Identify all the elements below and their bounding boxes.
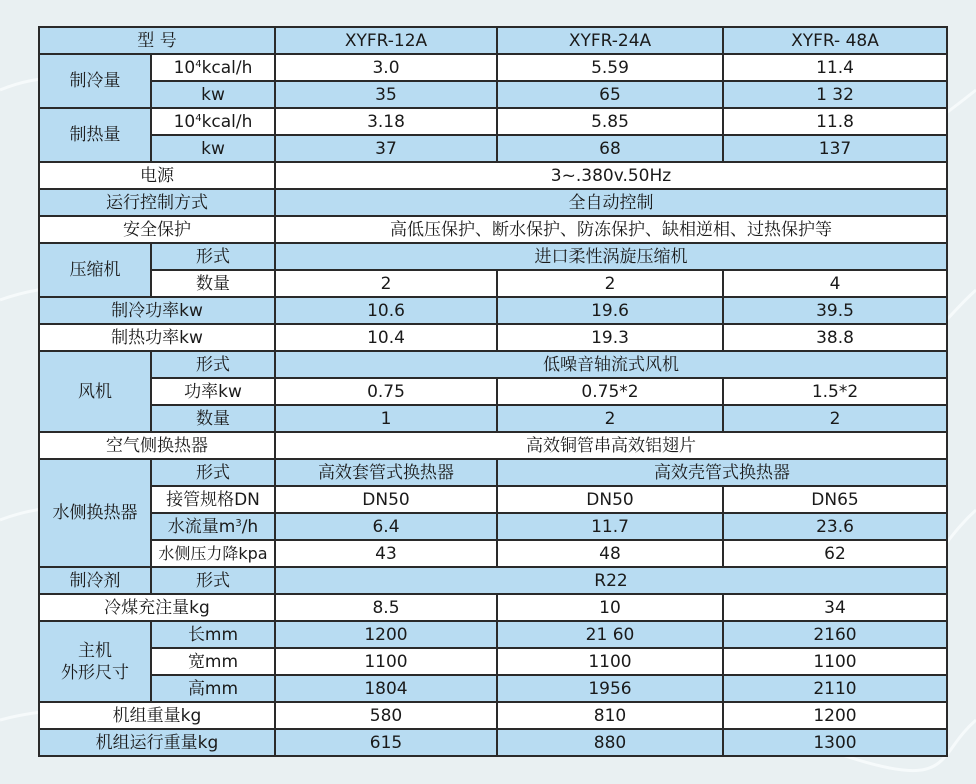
table-cell: 5.59 xyxy=(497,54,723,81)
heating-unit-kw: kw xyxy=(151,135,275,162)
refrigerant-value: R22 xyxy=(275,567,947,594)
table-cell: 6.4 xyxy=(275,513,497,540)
model-48a-header: XYFR- 48A xyxy=(723,27,947,54)
table-cell: 3.0 xyxy=(275,54,497,81)
table-cell: 4 xyxy=(723,270,947,297)
cooling-unit-kw: kw xyxy=(151,81,275,108)
heating-capacity-label: 制热量 xyxy=(39,108,151,162)
safety-value: 高低压保护、断水保护、防冻保护、缺相逆相、过热保护等 xyxy=(275,216,947,243)
table-cell: DN50 xyxy=(497,486,723,513)
air-hx-label: 空气侧换热器 xyxy=(39,432,275,459)
table-cell: 137 xyxy=(723,135,947,162)
table-row xyxy=(39,675,947,702)
fan-type-value: 低噪音轴流式风机 xyxy=(275,351,947,378)
table-row xyxy=(39,324,947,351)
table-row xyxy=(39,243,947,270)
table-cell: 2 xyxy=(723,405,947,432)
power-supply-value: 3~.380v.50Hz xyxy=(275,162,947,189)
water-hx-drop-label: 水侧压力降kpa xyxy=(151,540,275,567)
table-cell: 1100 xyxy=(275,648,497,675)
cooling-capacity-label: 制冷量 xyxy=(39,54,151,108)
table-row xyxy=(39,513,947,540)
table-row xyxy=(39,378,947,405)
table-row xyxy=(39,297,947,324)
compressor-qty-label: 数量 xyxy=(151,270,275,297)
table-cell: 11.4 xyxy=(723,54,947,81)
table-cell: 5.85 xyxy=(497,108,723,135)
table-cell: 880 xyxy=(497,729,723,756)
heating-unit-kcal: $10^4kcal/h$ xyxy=(151,108,275,135)
dimensions-label: 主机 外形尺寸 xyxy=(39,621,151,702)
table-cell: 38.8 xyxy=(723,324,947,351)
width-label: 宽mm xyxy=(151,648,275,675)
table-cell: 615 xyxy=(275,729,497,756)
table-cell: 1 xyxy=(275,405,497,432)
air-hx-value: 高效铜管串高效铝翅片 xyxy=(275,432,947,459)
compressor-label: 压缩机 xyxy=(39,243,151,297)
table-cell: 2160 xyxy=(723,621,947,648)
water-hx-type-label: 形式 xyxy=(151,459,275,486)
fan-label: 风机 xyxy=(39,351,151,432)
table-cell: 810 xyxy=(497,702,723,729)
table-cell: 1.5*2 xyxy=(723,378,947,405)
table-cell: 10 xyxy=(497,594,723,621)
table-row xyxy=(39,270,947,297)
charge-label: 冷煤充注量kg xyxy=(39,594,275,621)
safety-label: 安全保护 xyxy=(39,216,275,243)
table-row xyxy=(39,729,947,756)
table-row xyxy=(39,648,947,675)
spec-table xyxy=(38,26,948,757)
table-cell: 48 xyxy=(497,540,723,567)
compressor-type-value: 进口柔性涡旋压缩机 xyxy=(275,243,947,270)
water-hx-flow-label: 水流量$m^3/h$ xyxy=(151,513,275,540)
table-row xyxy=(39,162,947,189)
length-label: 长mm xyxy=(151,621,275,648)
table-cell: 11.8 xyxy=(723,108,947,135)
table-cell: DN65 xyxy=(723,486,947,513)
table-cell: 3.18 xyxy=(275,108,497,135)
table-cell: 1804 xyxy=(275,675,497,702)
model-header-label: 型 号 xyxy=(39,27,275,54)
fan-qty-label: 数量 xyxy=(151,405,275,432)
water-hx-type-b: 高效壳管式换热器 xyxy=(497,459,947,486)
table-cell: 1100 xyxy=(723,648,947,675)
weight-label: 机组重量kg xyxy=(39,702,275,729)
table-cell: 39.5 xyxy=(723,297,947,324)
table-row xyxy=(39,189,947,216)
model-24a-header: XYFR-24A xyxy=(497,27,723,54)
table-row xyxy=(39,81,947,108)
water-hx-pipe-label: 接管规格DN xyxy=(151,486,275,513)
table-row xyxy=(39,702,947,729)
water-hx-label: 水侧换热器 xyxy=(39,459,151,567)
table-cell: 2 xyxy=(275,270,497,297)
table-cell: 2110 xyxy=(723,675,947,702)
table-cell: 35 xyxy=(275,81,497,108)
table-row xyxy=(39,216,947,243)
control-mode-value: 全自动控制 xyxy=(275,189,947,216)
table-cell: 62 xyxy=(723,540,947,567)
model-12a-header: XYFR-12A xyxy=(275,27,497,54)
table-row xyxy=(39,351,947,378)
table-cell: 37 xyxy=(275,135,497,162)
table-row xyxy=(39,486,947,513)
table-cell: 0.75*2 xyxy=(497,378,723,405)
table-row xyxy=(39,405,947,432)
heating-power-label: 制热功率kw xyxy=(39,324,275,351)
compressor-type-label: 形式 xyxy=(151,243,275,270)
cooling-unit-kcal: $10^4kcal/h$ xyxy=(151,54,275,81)
table-cell: 19.6 xyxy=(497,297,723,324)
table-cell: 1100 xyxy=(497,648,723,675)
table-row xyxy=(39,567,947,594)
table-cell: 1200 xyxy=(275,621,497,648)
table-cell: 1956 xyxy=(497,675,723,702)
table-row xyxy=(39,594,947,621)
table-cell: 65 xyxy=(497,81,723,108)
table-row xyxy=(39,459,947,486)
operating-weight-label: 机组运行重量kg xyxy=(39,729,275,756)
fan-power-label: 功率kw xyxy=(151,378,275,405)
table-cell: 11.7 xyxy=(497,513,723,540)
height-label: 高mm xyxy=(151,675,275,702)
table-header-row xyxy=(39,27,947,54)
table-cell: 21 60 xyxy=(497,621,723,648)
table-cell: 23.6 xyxy=(723,513,947,540)
table-cell: 0.75 xyxy=(275,378,497,405)
table-cell: 2 xyxy=(497,270,723,297)
table-cell: DN50 xyxy=(275,486,497,513)
table-row xyxy=(39,540,947,567)
table-row xyxy=(39,621,947,648)
table-cell: 1 32 xyxy=(723,81,947,108)
cooling-power-label: 制冷功率kw xyxy=(39,297,275,324)
table-row xyxy=(39,432,947,459)
table-cell: 34 xyxy=(723,594,947,621)
table-cell: 1200 xyxy=(723,702,947,729)
refrigerant-label: 制冷剂 xyxy=(39,567,151,594)
table-cell: 580 xyxy=(275,702,497,729)
water-hx-type-a: 高效套管式换热器 xyxy=(275,459,497,486)
power-supply-label: 电源 xyxy=(39,162,275,189)
table-cell: 1300 xyxy=(723,729,947,756)
table-cell: 19.3 xyxy=(497,324,723,351)
table-cell: 2 xyxy=(497,405,723,432)
table-cell: 10.4 xyxy=(275,324,497,351)
control-mode-label: 运行控制方式 xyxy=(39,189,275,216)
refrigerant-type-label: 形式 xyxy=(151,567,275,594)
table-row xyxy=(39,54,947,81)
table-cell: 10.6 xyxy=(275,297,497,324)
table-row xyxy=(39,135,947,162)
table-row xyxy=(39,108,947,135)
table-cell: 8.5 xyxy=(275,594,497,621)
table-cell: 68 xyxy=(497,135,723,162)
fan-type-label: 形式 xyxy=(151,351,275,378)
table-cell: 43 xyxy=(275,540,497,567)
